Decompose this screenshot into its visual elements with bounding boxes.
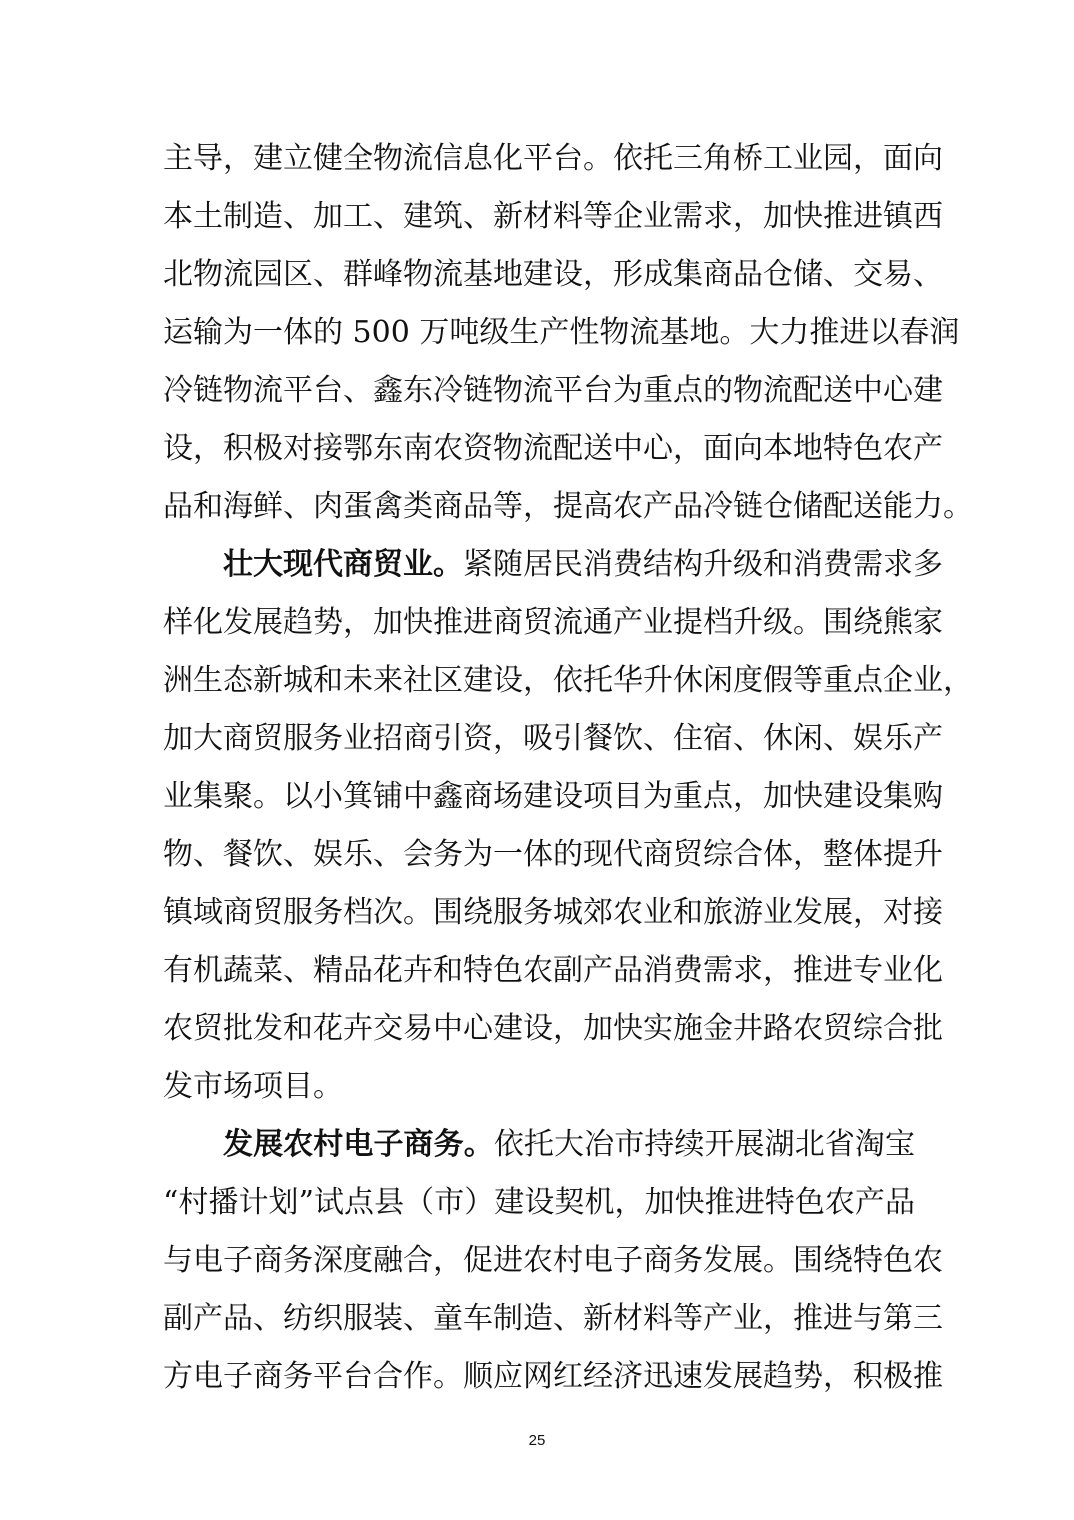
text-line: 北物流园区、群峰物流基地建设，形成集商品仓储、交易、 xyxy=(163,257,943,292)
text-line: 运输为一体的 500 万吨级生产性物流基地。大力推进以春润 xyxy=(163,315,960,350)
text-line: 冷链物流平台、鑫东冷链物流平台为重点的物流配送中心建 xyxy=(163,373,943,408)
text-line: 农贸批发和花卉交易中心建设，加快实施金井路农贸综合批 xyxy=(163,1011,943,1046)
paragraph-heading: 壮大现代商贸业。 xyxy=(223,547,463,582)
paragraph-heading: 发展农村电子商务。 xyxy=(223,1127,494,1162)
paragraph-text: 依托大冶市持续开展湖北省淘宝 xyxy=(493,1127,916,1162)
text-line: 品和海鲜、肉蛋禽类商品等，提高农产品冷链仓储配送能力。 xyxy=(163,489,973,524)
text-line: 方电子商务平台合作。顺应网红经济迅速发展趋势，积极推 xyxy=(163,1359,943,1394)
text-line: 本土制造、加工、建筑、新材料等企业需求，加快推进镇西 xyxy=(163,199,943,234)
paragraph-first-line xyxy=(223,1125,915,1165)
text-line: 洲生态新城和未来社区建设，依托华升休闲度假等重点企业， xyxy=(163,663,973,698)
text-line: 与电子商务深度融合，促进农村电子商务发展。围绕特色农 xyxy=(163,1243,943,1278)
paragraph-first-line xyxy=(223,545,943,585)
text-line: 镇域商贸服务档次。围绕服务城郊农业和旅游业发展，对接 xyxy=(163,895,943,930)
text-line: 有机蔬菜、精品花卉和特色农副产品消费需求，推进专业化 xyxy=(163,953,943,988)
page-number: 25 xyxy=(528,1432,546,1449)
text-line: 发市场项目。 xyxy=(163,1069,343,1104)
text-line: 加大商贸服务业招商引资，吸引餐饮、住宿、休闲、娱乐产 xyxy=(163,721,943,756)
text-line: “村播计划”试点县（市）建设契机，加快推进特色农产品 xyxy=(163,1185,915,1220)
text-line: 业集聚。以小箕铺中鑫商场建设项目为重点，加快建设集购 xyxy=(163,779,943,814)
text-line: 副产品、纺织服装、童车制造、新材料等产业，推进与第三 xyxy=(163,1301,943,1336)
paragraph-text: 紧随居民消费结构升级和消费需求多 xyxy=(463,547,943,582)
text-line: 样化发展趋势，加快推进商贸流通产业提档升级。围绕熊家 xyxy=(163,605,943,640)
text-line: 设，积极对接鄂东南农资物流配送中心，面向本地特色农产 xyxy=(163,431,943,466)
text-line: 物、餐饮、娱乐、会务为一体的现代商贸综合体，整体提升 xyxy=(163,837,943,872)
text-line: 主导，建立健全物流信息化平台。依托三角桥工业园，面向 xyxy=(163,141,943,176)
